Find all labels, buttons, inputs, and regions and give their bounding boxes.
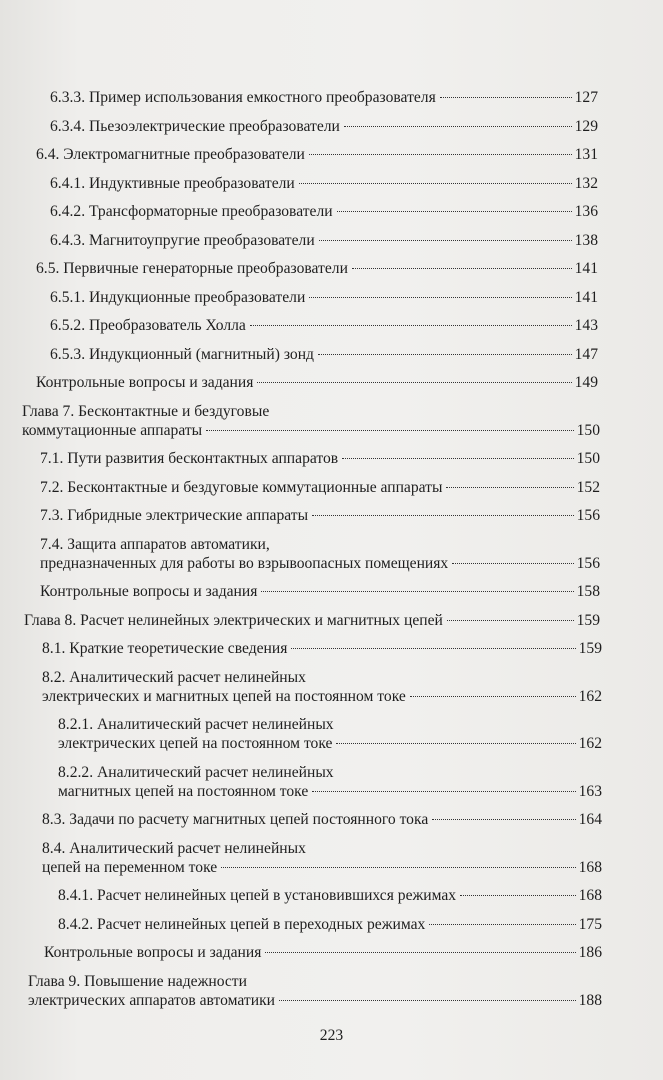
toc-entry-title: 6.5. Первичные генераторные преобразователи	[36, 260, 348, 277]
toc-entry-page: 136	[574, 203, 598, 220]
toc-entry	[40, 449, 600, 468]
dot-leader	[291, 648, 575, 649]
toc-entry	[50, 88, 598, 107]
toc-entry-title: 8.3. Задачи по расчету магнитных цепей постоянного тока	[42, 811, 429, 828]
toc-entry-title: 8.1. Краткие теоретические сведения	[42, 640, 288, 657]
table-of-contents	[0, 88, 663, 1019]
toc-entry-page: 129	[574, 117, 598, 135]
dot-leader	[410, 696, 576, 697]
toc-entry-title: 7.1. Пути развития бесконтактных аппаратов	[40, 450, 339, 467]
toc-entry-page: 168	[578, 858, 602, 876]
toc-entry-title: Контрольные вопросы и задания	[36, 374, 254, 391]
toc-entry-page: 158	[576, 583, 600, 600]
toc-entry-page: 162	[578, 687, 602, 705]
dot-leader	[432, 819, 575, 820]
toc-entry-title: 6.5.2. Преобразователь Холла	[50, 317, 246, 334]
toc-entry-title: 8.4.1. Расчет нелинейных цепей в установившихся режимах	[58, 887, 457, 904]
toc-entry-title: 8.4.2. Расчет нелинейных цепей в переходных режимах	[58, 915, 426, 933]
toc-entry-title-line: 8.4. Аналитический расчет нелинейных	[42, 839, 306, 857]
toc-entry-title: 7.3. Гибридные электрические аппараты	[40, 507, 309, 524]
toc-entry-page: 188	[578, 991, 602, 1009]
toc-entry-title-line: Глава 9. Повышение надежности	[28, 972, 247, 990]
toc-entry	[50, 117, 598, 136]
dot-leader	[299, 183, 572, 184]
dot-leader	[279, 1000, 576, 1001]
toc-entry-page: 175	[578, 915, 602, 933]
toc-entry-page: 159	[576, 611, 600, 629]
toc-entry-title-line: 8.2.1. Аналитический расчет нелинейных	[58, 716, 334, 733]
toc-entry-page: 162	[578, 735, 602, 752]
toc-entry-page: 152	[576, 478, 600, 496]
toc-entry-page: 131	[574, 146, 598, 163]
toc-entry-page: 150	[576, 421, 600, 439]
toc-entry-page: 149	[574, 374, 598, 391]
toc-entry-page: 138	[574, 231, 598, 249]
toc-entry-title: Контрольные вопросы и задания	[44, 944, 262, 961]
dot-leader	[342, 458, 573, 459]
toc-entry	[22, 402, 600, 440]
dot-leader	[447, 620, 574, 621]
toc-entry	[28, 972, 602, 1010]
toc-entry	[42, 810, 602, 829]
dot-leader	[337, 211, 572, 212]
dot-leader	[312, 515, 574, 516]
toc-entry	[58, 886, 602, 905]
dot-leader	[257, 382, 571, 383]
toc-entry-title: 6.4. Электромагнитные преобразователи	[36, 146, 305, 163]
toc-entry-title-line: Глава 7. Бесконтактные и бездуговые	[22, 402, 270, 420]
dot-leader	[352, 268, 572, 269]
dot-leader	[206, 430, 573, 431]
toc-entry	[36, 259, 598, 278]
toc-entry-title: магнитных цепей на постоянном токе	[58, 782, 309, 800]
toc-entry-title: 6.3.4. Пьезоэлектрические преобразователи	[50, 117, 340, 135]
dot-leader	[440, 97, 572, 98]
toc-entry-page: 143	[574, 317, 598, 334]
toc-entry-page: 132	[574, 174, 598, 192]
dot-leader	[221, 867, 575, 868]
dot-leader	[265, 952, 575, 953]
toc-entry-page: 168	[578, 887, 602, 904]
toc-entry	[44, 943, 602, 962]
dot-leader	[309, 297, 571, 298]
toc-entry-title: электрических цепей на постоянном токе	[58, 735, 333, 752]
toc-entry	[50, 288, 598, 307]
toc-entry	[24, 611, 600, 630]
toc-entry	[42, 839, 602, 877]
toc-entry	[42, 639, 602, 658]
toc-entry	[50, 231, 598, 250]
dot-leader	[319, 240, 572, 241]
page-number: 223	[319, 1027, 344, 1044]
dot-leader	[250, 325, 572, 326]
toc-entry-title: Глава 8. Расчет нелинейных электрических и магнитных цепей	[24, 611, 443, 629]
dot-leader	[336, 743, 575, 744]
toc-entry-title-line: 8.2.2. Аналитический расчет нелинейных	[58, 763, 334, 781]
toc-entry-page: 163	[578, 782, 602, 800]
toc-entry	[50, 202, 598, 221]
toc-entry	[36, 373, 598, 392]
toc-entry-title: 6.5.1. Индукционные преобразователи	[50, 288, 306, 306]
toc-entry-title: 7.2. Бесконтактные и бездуговые коммутационные аппараты	[40, 478, 443, 496]
toc-entry-title: предназначенных для работы во взрывоопасных помещениях	[40, 554, 449, 572]
toc-entry-title: электрических аппаратов автоматики	[28, 991, 275, 1009]
toc-entry-title-line: 7.4. Защита аппаратов автоматики,	[40, 535, 270, 553]
dot-leader	[452, 563, 573, 564]
toc-entry-title: цепей на переменном токе	[42, 858, 218, 876]
toc-entry	[50, 316, 598, 335]
toc-entry-page: 141	[574, 260, 598, 277]
dot-leader	[261, 591, 573, 592]
toc-entry-page: 164	[578, 811, 602, 828]
toc-entry	[42, 668, 602, 706]
toc-entry-page: 159	[578, 640, 602, 657]
toc-entry	[58, 715, 602, 753]
toc-entry	[40, 582, 600, 601]
dot-leader	[344, 126, 572, 127]
dot-leader	[446, 487, 573, 488]
toc-entry-title: 6.3.3. Пример использования емкостного преобразователя	[50, 89, 436, 106]
toc-entry-page: 150	[576, 450, 600, 467]
toc-entry-page: 186	[578, 944, 602, 961]
toc-entry-title-line: 8.2. Аналитический расчет нелинейных	[42, 668, 306, 686]
toc-entry	[50, 345, 598, 364]
dot-leader	[309, 154, 572, 155]
toc-entry	[50, 174, 598, 193]
toc-entry	[40, 478, 600, 497]
toc-entry-title: коммутационные аппараты	[22, 421, 203, 439]
toc-entry	[36, 145, 598, 164]
toc-entry	[58, 763, 602, 801]
toc-entry-page: 156	[576, 554, 600, 572]
toc-entry-title: электрических и магнитных цепей на постоянном токе	[42, 687, 406, 705]
dot-leader	[460, 895, 576, 896]
toc-entry-page: 147	[574, 345, 598, 363]
toc-entry	[40, 506, 600, 525]
toc-entry-title: 6.5.3. Индукционный (магнитный) зонд	[50, 345, 314, 363]
toc-entry-title: 6.4.2. Трансформаторные преобразователи	[50, 203, 333, 220]
toc-entry-page: 156	[576, 507, 600, 524]
toc-entry	[40, 535, 600, 573]
toc-entry-title: Контрольные вопросы и задания	[40, 583, 258, 600]
toc-entry-page: 141	[574, 288, 598, 306]
toc-entry-title: 6.4.1. Индуктивные преобразователи	[50, 174, 295, 192]
toc-entry-page: 127	[574, 89, 598, 106]
dot-leader	[318, 354, 572, 355]
dot-leader	[312, 791, 575, 792]
toc-entry	[58, 915, 602, 934]
toc-entry-title: 6.4.3. Магнитоупругие преобразователи	[50, 231, 315, 249]
dot-leader	[429, 924, 575, 925]
